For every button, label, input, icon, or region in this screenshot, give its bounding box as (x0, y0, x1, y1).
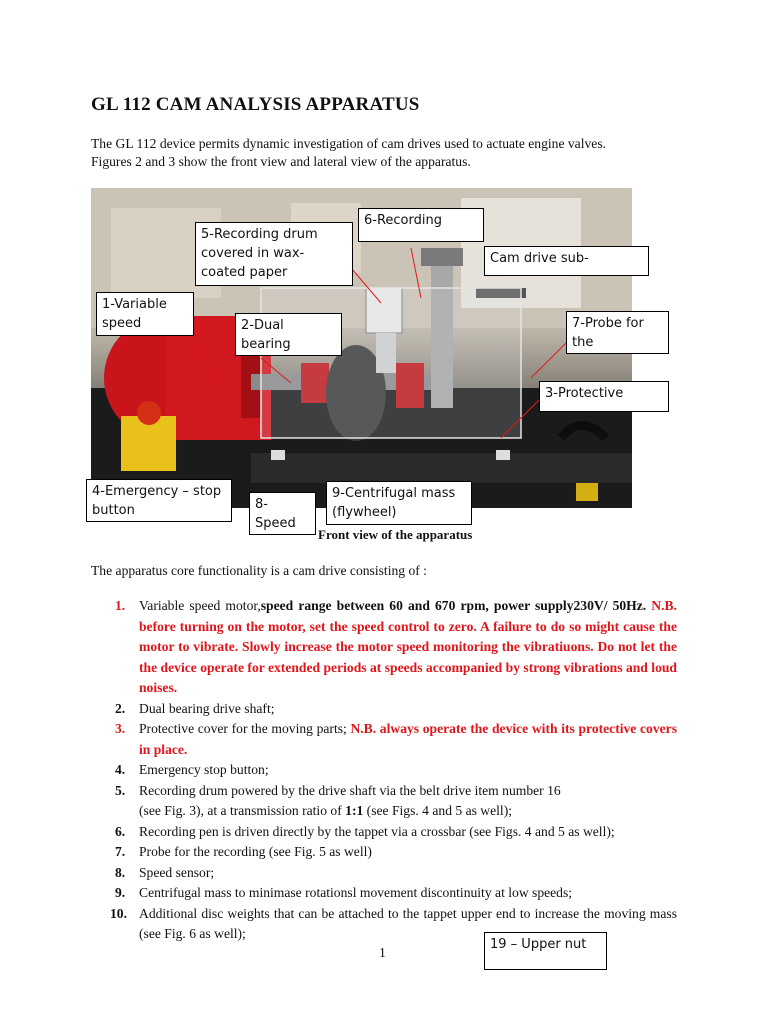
item-text: Centrifugal mass to minimase rotationsl movement discontinuity at low speeds; (139, 885, 573, 900)
callout-cam-drive: Cam drive sub- (484, 246, 649, 276)
intro-paragraph (91, 135, 691, 171)
list-number: 5. (115, 782, 126, 798)
item-warning-text: N.B. always operate the device with its protective covers in place. (139, 721, 677, 757)
item-warning-text: N.B. before turning on the motor, set the speed control to zero. A failure to do so might cause the motor to vibrate. Slowly increase the motor speed monitoring the vibratiuons. Do not let the the device operate for extended periods at speeds accompanied by strong vibrations and loud noises. (139, 598, 677, 695)
item-text: Additional disc weights that can be attached to the tappet upper end to increase the moving mass (see Fig. 6 as well); (139, 905, 677, 941)
item-text: Protective cover for the moving parts; (139, 721, 351, 736)
list-number: 10. (110, 905, 127, 921)
list-item (91, 596, 677, 699)
item-bold-text: speed range between 60 and 670 rpm, power supply230V/ 50Hz. (260, 598, 647, 613)
item-text: (see Figs. 4 and 5 as well); (363, 803, 513, 818)
list-number: 1. (115, 598, 126, 613)
callout-probe: 7-Probe for the (566, 311, 669, 354)
list-number: 9. (115, 885, 126, 900)
callout-recording-pen: 6-Recording (358, 208, 484, 242)
item-text: Recording pen is driven directly by the tappet via a crossbar (see Figs. 4 and 5 as well); (139, 823, 615, 839)
figure-caption: Front view of the apparatus (318, 527, 473, 542)
list-item (91, 781, 677, 822)
page-number: 1 (379, 945, 386, 960)
intro-line: The GL 112 device permits dynamic investigation of cam drives used to actuate engine valves. (91, 136, 607, 151)
list-item (91, 863, 677, 884)
component-list (91, 596, 677, 945)
list-number: 4. (115, 762, 126, 777)
list-number: 8. (115, 864, 126, 880)
callout-dual-bearing: 2-Dual bearing (235, 313, 342, 356)
list-number: 3. (115, 721, 126, 736)
item-text: Recording drum powered by the drive shaft via the belt drive item number 16 (139, 782, 561, 798)
item-text: Variable speed motor, (139, 598, 261, 613)
list-number: 6. (115, 823, 126, 839)
list-item (91, 760, 677, 781)
list-number: 2. (115, 700, 126, 716)
item-text: Emergency stop button; (139, 762, 269, 777)
callout-recording-drum: 5-Recording drum covered in wax-coated paper (195, 222, 353, 286)
list-item (91, 842, 677, 863)
callout-centrifugal-mass: 9-Centrifugal mass (flywheel) (326, 481, 472, 525)
callout-speed-sensor: 8- Speed (249, 492, 316, 535)
list-number: 7. (115, 844, 126, 859)
core-intro: The apparatus core functionality is a cam drive consisting of : (91, 563, 427, 578)
intro-line: Figures 2 and 3 show the front view and lateral view of the apparatus. (91, 154, 471, 169)
list-item (91, 822, 677, 843)
item-text: Probe for the recording (see Fig. 5 as well) (139, 844, 372, 859)
item-text: (see Fig. 3), at a transmission ratio of (139, 803, 346, 818)
callout-protective: 3-Protective (539, 381, 669, 412)
callout-variable-speed: 1-Variable speed (96, 292, 194, 336)
callout-emergency-stop: 4-Emergency – stop button (86, 479, 232, 522)
item-ratio: 1:1 (345, 803, 364, 818)
list-item (91, 883, 677, 904)
document-title: GL 112 CAM ANALYSIS APPARATUS (91, 94, 420, 115)
callout-upper-nut: 19 – Upper nut (484, 932, 607, 970)
list-item (91, 699, 677, 720)
item-text: Speed sensor; (139, 864, 215, 880)
list-item (91, 719, 677, 760)
item-text: Dual bearing drive shaft; (139, 700, 275, 716)
